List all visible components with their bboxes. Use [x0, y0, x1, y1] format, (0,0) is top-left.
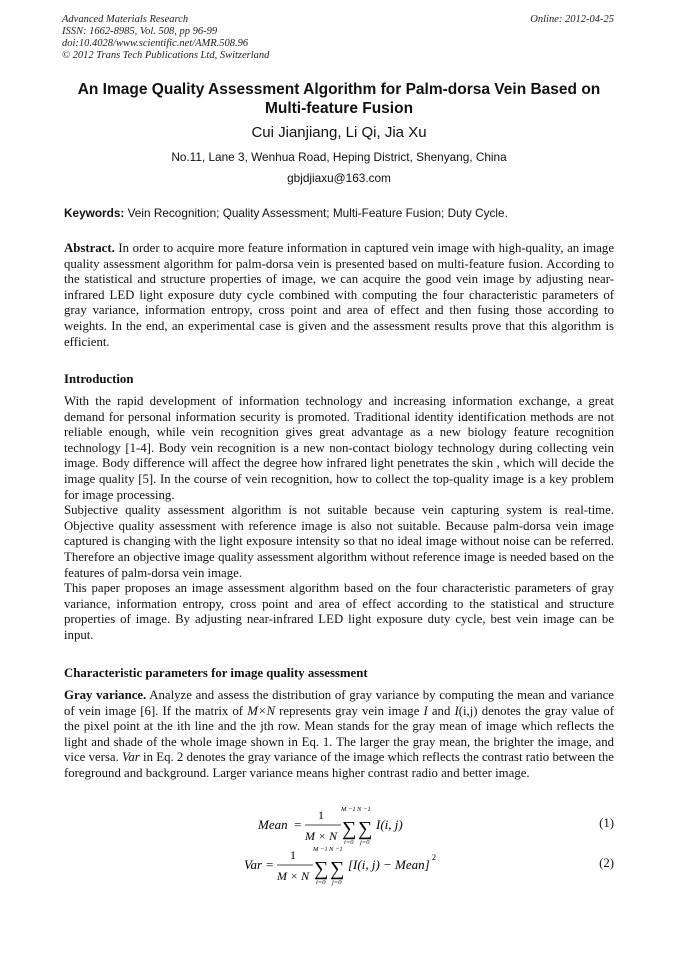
eq2-numerator: 1 — [290, 848, 296, 862]
intro-paragraph-1: With the rapid development of information technology and increasing information exchange, a great demand for personal information security is promoted. Traditional identity identification methods are not reliable enough, while vein recognition gives great advantage as a new biology feature recognition technology [1-4]. Body vein recognition is a new non-contact biology technology during collecting vein image. Body difference will affect the degree how infrared light penetrates the skin , which will decide the image quality [5]. In the course of vein recognition, how to collect the top-quality image is a key problem for image processing. — [64, 394, 614, 502]
equation-1-number: (1) — [599, 816, 614, 830]
paper-title-line2: Multi-feature Fusion — [264, 100, 414, 117]
eq2-lhs: Var — [244, 857, 263, 872]
eq1-sum2-top: N −1 — [357, 806, 371, 813]
eq1-sum2-bottom: j=0 — [360, 839, 370, 846]
equation-2-formula — [64, 844, 484, 888]
journal-doi: doi:10.4028/www.scientific.net/AMR.508.96 — [62, 38, 249, 49]
eq2-sigma-1: ∑ — [314, 858, 329, 880]
gray-text-ij: (i,j) — [458, 703, 478, 718]
eq2-equals: = — [266, 857, 274, 872]
eq2-sum2-top: N −1 — [329, 846, 343, 853]
eq1-denominator: M × N — [305, 829, 338, 843]
keywords-label: Keywords: — [64, 206, 125, 220]
section-heading-characteristic-parameters: Characteristic parameters for image quality assessment — [64, 666, 368, 680]
eq1-numerator: 1 — [318, 808, 324, 822]
online-date: Online: 2012-04-25 — [530, 14, 614, 25]
equation-2-number: (2) — [599, 856, 614, 870]
keywords-text: Vein Recognition; Quality Assessment; Multi-Feature Fusion; Duty Cycle. — [127, 206, 508, 220]
paper-title — [40, 80, 638, 118]
eq1-equals: = — [294, 817, 302, 832]
authors: Cui Jianjiang, Li Qi, Jia Xu — [251, 124, 427, 141]
author-email: gbjdjiaxu@163.com — [287, 171, 391, 185]
journal-issn: ISSN: 1662-8985, Vol. 508, pp 96-99 — [62, 26, 218, 37]
section-heading-introduction: Introduction — [64, 372, 134, 386]
affiliation: No.11, Lane 3, Wenhua Road, Heping District, Shenyang, China — [171, 150, 507, 164]
gray-text-I: I — [423, 703, 428, 718]
equation-1-formula — [64, 804, 484, 848]
gray-text-e: in Eq. 2 denotes the gray variance of the image which reflects the contrast ratio between the foreground and background. Larger variance means higher contrast radio and better image. — [64, 750, 614, 780]
keywords — [64, 206, 614, 220]
gray-text-a: Analyze and assess the distribution of gray variance by computing the mean and variance of vein image [6]. If the matrix of — [64, 688, 614, 718]
gray-text-Iij: I — [454, 703, 459, 718]
equation-1 — [64, 804, 614, 844]
paper-title-line1: An Image Quality Assessment Algorithm for Palm-dorsa Vein Based on — [77, 81, 601, 98]
intro-paragraph-2: Subjective quality assessment algorithm is not suitable because vein capturing system is real-time. Objective quality assessment with reference image is also not suitable. Because palm-dorsa vein image captured is changing with the light exposure intensity so that no ideal image without noise can be referred. Therefore an objective image quality assessment algorithm without reference image is needed based on the features of palm-dorsa vein image. — [64, 503, 614, 580]
journal-header — [62, 14, 614, 62]
abstract-label: Abstract. — [64, 241, 115, 255]
eq2-denominator: M × N — [277, 869, 310, 883]
gray-text-c: and — [427, 703, 455, 718]
eq2-sum2-bottom: j=0 — [332, 879, 342, 886]
gray-variance-paragraph — [64, 688, 614, 782]
gray-text-mxn: M×N — [247, 703, 276, 718]
eq2-sigma-2: ∑ — [330, 858, 345, 880]
gray-variance-label: Gray variance. — [64, 688, 147, 702]
gray-text-d: denotes the gray value of the pixel point at the ith line and the jth row. Mean stands for the gray mean of image which reflects the light and shade of the whole image shown in Eq. 1. The larger the gray mean, the brighter the image, and vice versa. — [64, 703, 614, 765]
eq2-sum1-bottom: i=0 — [316, 879, 326, 886]
eq2-body: [I(i, j) − Mean] — [348, 857, 430, 872]
eq2-sum1-top: M −1 — [313, 846, 328, 853]
gray-text-b: represents gray vein image — [275, 703, 424, 718]
introduction-body — [64, 394, 614, 644]
eq2-power: 2 — [432, 853, 436, 862]
eq1-sum1-bottom: i=0 — [344, 839, 354, 846]
eq1-sigma-1: ∑ — [342, 818, 357, 840]
eq1-body: I(i, j) — [376, 817, 403, 832]
journal-copyright: © 2012 Trans Tech Publications Ltd, Switzerland — [62, 50, 270, 61]
intro-paragraph-3: This paper proposes an image assessment algorithm based on the four characteristic parameters of gray variance, information entropy, cross point and area of effect according to the statistical and structure properties of image. By adjusting near-infrared LED light exposure duty cycle, best vein image can be input. — [64, 581, 614, 642]
equation-2 — [64, 844, 614, 884]
eq1-lhs: Mean — [258, 817, 288, 832]
abstract-text: In order to acquire more feature information in captured vein image with high-quality, an image quality assessment algorithm for palm-dorsa vein is presented based on multi-feature fusion. According to the statistical and structure properties of image, we can acquire the good vein image by adjusting near-infrared LED light exposure duty cycle combined with computing the four characteristic parameters of gray variance, information entropy, cross point and area of effect and then fusing those according to weights. In the end, an experimental case is given and the assessment results prove that this algorithm is efficient. — [64, 241, 614, 349]
journal-name: Advanced Materials Research — [62, 14, 189, 25]
abstract — [64, 241, 614, 350]
eq1-sum1-top: M −1 — [341, 806, 356, 813]
eq1-sigma-2: ∑ — [358, 818, 373, 840]
gray-text-var: Var — [122, 750, 140, 765]
